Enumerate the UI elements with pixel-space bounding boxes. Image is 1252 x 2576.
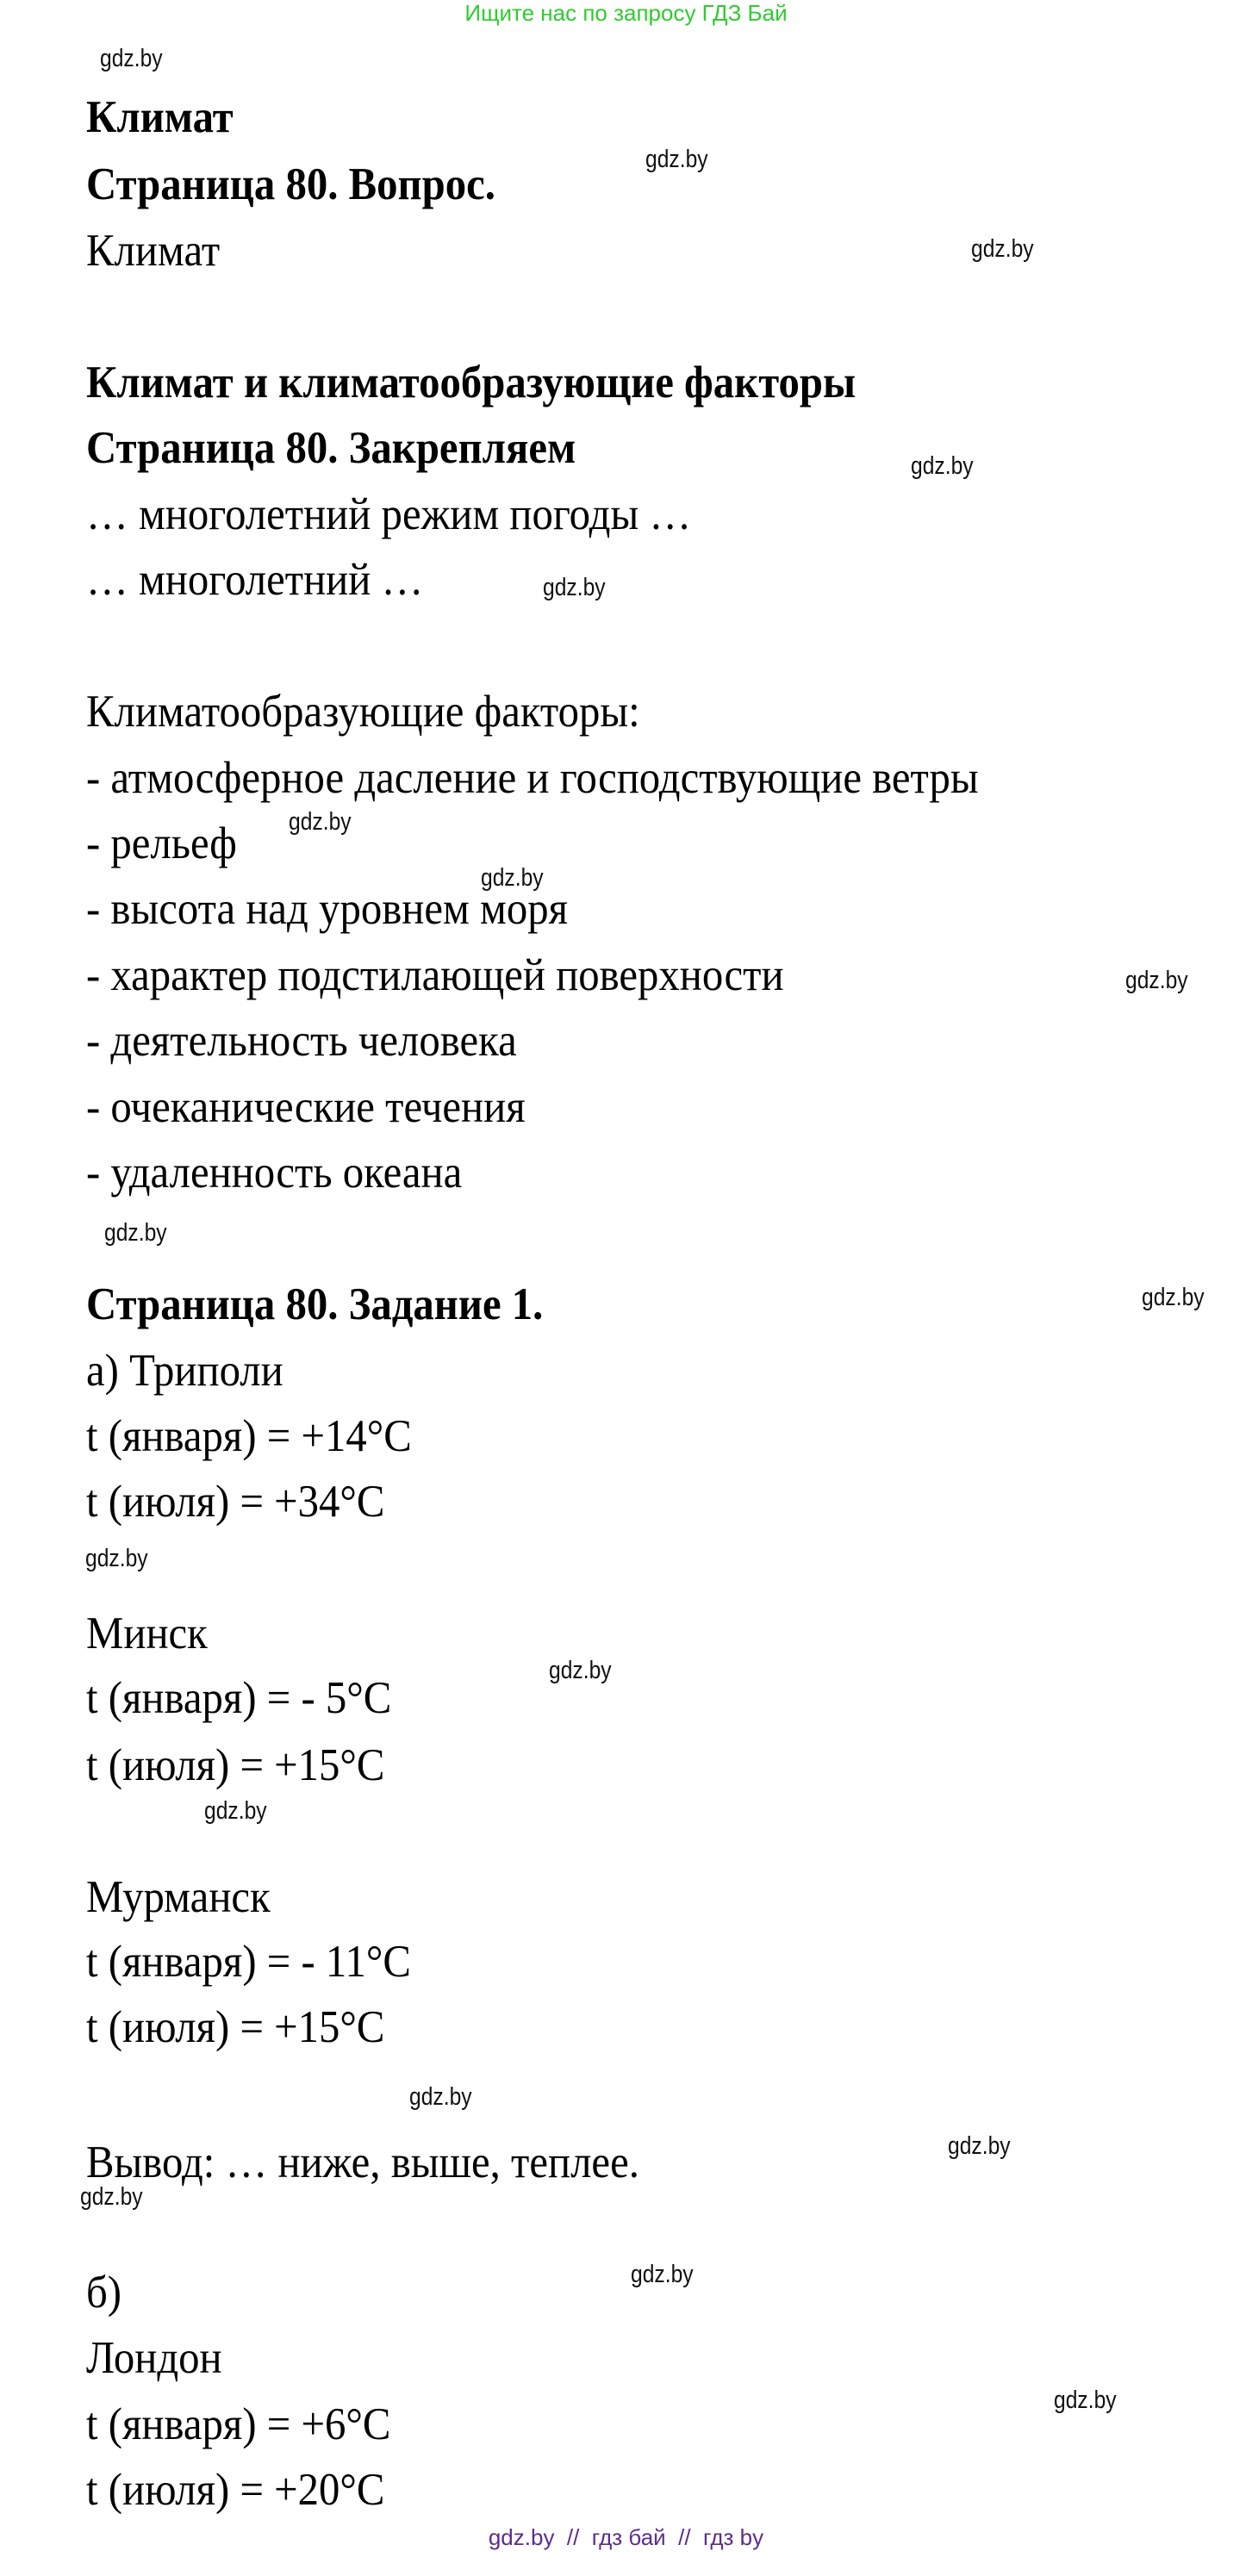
answer-text: t (июля) = +34°C [86, 1477, 385, 1527]
answer-text: Климатообразующие факторы: [86, 687, 640, 737]
answer-text: Мурманск [86, 1872, 271, 1922]
watermark: gdz.by [85, 1545, 148, 1572]
answer-text: б) [86, 2268, 122, 2318]
conclusion-text: Вывод: … ниже, выше, теплее. [86, 2137, 639, 2187]
task-heading: Страница 80. Задание 1. [86, 1279, 544, 1329]
answer-text: t (января) = +14°C [86, 1411, 412, 1461]
answer-text: t (января) = - 5°C [86, 1673, 392, 1723]
watermark: gdz.by [80, 2183, 143, 2211]
question-heading: Страница 80. Вопрос. [86, 159, 495, 209]
watermark: gdz.by [549, 1657, 612, 1684]
answer-text: t (июля) = +15°C [86, 1740, 385, 1790]
answer-text: … многолетний режим погоды … [86, 489, 692, 539]
answer-text: Лондон [86, 2333, 222, 2383]
watermark: gdz.by [289, 808, 352, 836]
answer-text: t (июля) = +15°C [86, 2002, 385, 2052]
watermark: gdz.by [645, 146, 708, 173]
watermark: gdz.by [1125, 967, 1188, 994]
footer-links[interactable]: gdz.by // гдз бай // гдз by [488, 2524, 764, 2550]
answer-text: Минск [86, 1608, 208, 1658]
list-item: - удаленность океана [86, 1148, 463, 1198]
answer-text: а) Триполи [86, 1346, 283, 1396]
watermark: gdz.by [948, 2132, 1011, 2160]
answer-text: t (января) = - 11°C [86, 1937, 411, 1987]
list-item: - деятельность человека [86, 1016, 517, 1066]
watermark: gdz.by [104, 1219, 167, 1247]
watermark: gdz.by [1054, 2386, 1117, 2414]
answer-text: t (января) = +6°C [86, 2399, 391, 2449]
answer-text: t (июля) = +20°C [86, 2465, 385, 2515]
watermark: gdz.by [1142, 1284, 1205, 1311]
list-item: - атмосферное дасление и господствующие ветры [86, 753, 979, 803]
section-title: Климат [86, 92, 234, 142]
answer-text: Климат [86, 226, 221, 276]
watermark: gdz.by [409, 2083, 472, 2111]
watermark: gdz.by [971, 235, 1034, 263]
question-heading: Страница 80. Закрепляем [86, 423, 576, 473]
watermark: gdz.by [911, 452, 974, 480]
watermark: gdz.by [100, 45, 163, 72]
list-item: - рельеф [86, 818, 237, 868]
search-banner: Ищите нас по запросу ГДЗ Бай [464, 0, 788, 26]
watermark: gdz.by [631, 2261, 694, 2288]
answer-text: … многолетний … [86, 555, 424, 605]
watermark: gdz.by [204, 1797, 267, 1825]
list-item: - очеканические течения [86, 1082, 526, 1132]
watermark: gdz.by [481, 864, 544, 892]
watermark: gdz.by [543, 574, 606, 601]
list-item: - высота над уровнем моря [86, 884, 569, 934]
list-item: - характер подстилающей поверхности [86, 950, 784, 1000]
section-title: Климат и климатообразующие факторы [86, 358, 856, 408]
